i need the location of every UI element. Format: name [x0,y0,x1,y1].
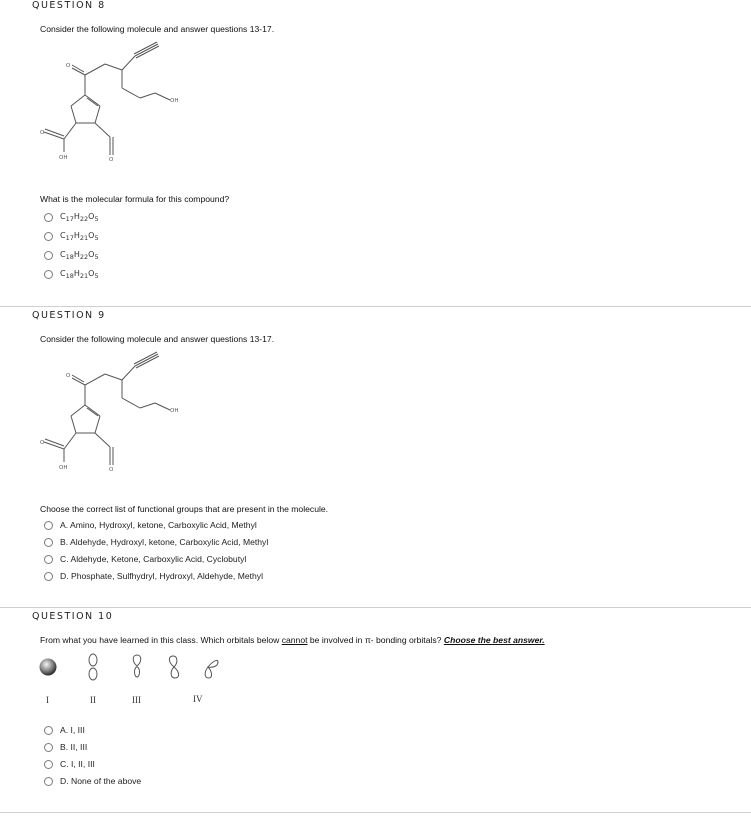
aldehyde-oxygen-label: O [109,467,114,473]
formula-text: $C_{18}H_{22}O_5$ [60,249,99,261]
orbital-label-i: I [46,695,49,705]
radio-button[interactable] [44,270,53,279]
q9-option-c[interactable] [44,552,246,566]
radio-button[interactable] [44,538,53,547]
option-label: A. I, III [60,725,85,735]
question-9-header: QUESTION 9 [32,310,106,321]
ketone-oxygen-label: O [66,63,71,69]
radio-button[interactable] [44,777,53,786]
radio-button[interactable] [44,572,53,581]
option-label: D. Phosphate, Sulfhydryl, Hydroxyl, Aldehyde, Methyl [60,571,264,581]
formula-text: $C_{17}H_{22}O_5$ [60,211,99,223]
molecule-structure [30,40,210,165]
q8-option-d[interactable] [44,267,99,281]
orbital-label-ii: II [90,695,96,705]
radio-button[interactable] [44,726,53,735]
option-label: D. None of the above [60,776,142,786]
q8-option-b[interactable] [44,229,99,243]
formula-text: $C_{18}H_{21}O_5$ [60,268,99,280]
orbital-label-iii: III [132,695,141,705]
formula-text: $C_{17}H_{21}O_5$ [60,230,99,242]
orbital-label-iv: IV [193,694,203,704]
question-8-header: QUESTION 8 [32,0,106,11]
q10-option-b[interactable] [44,740,87,754]
q9-option-a[interactable] [44,518,257,532]
p-orbital-vertical-icon [89,654,97,680]
q9-option-b[interactable] [44,535,268,549]
side-hydroxyl-label: OH [170,98,179,104]
radio-button[interactable] [44,213,53,222]
p-orbital-small-icon [133,655,141,677]
q8-option-a[interactable] [44,210,99,224]
ketone-oxygen-label: O [66,373,71,379]
q9-option-d[interactable] [44,569,263,583]
q10-option-c[interactable] [44,757,95,771]
side-hydroxyl-label: OH [170,408,179,414]
question-8-intro: Consider the following molecule and answer questions 13-17. [40,24,275,34]
acid-hydroxyl-label: OH [59,155,68,161]
acid-hydroxyl-label: OH [59,465,68,471]
option-label: B. II, III [60,742,88,752]
d-orbital-icon [169,656,218,678]
option-label: A. Amino, Hydroxyl, ketone, Carboxylic Acid, Methyl [60,520,257,530]
aldehyde-oxygen-label: O [109,157,114,163]
acid-oxygen-label: O [40,440,45,446]
q8-option-c[interactable] [44,248,99,262]
radio-button[interactable] [44,555,53,564]
orbital-diagrams [36,652,236,688]
molecule-structure [30,350,210,475]
radio-button[interactable] [44,251,53,260]
q10-option-a[interactable] [44,723,85,737]
question-10-header: QUESTION 10 [32,611,114,622]
section-divider [0,607,751,608]
section-divider [0,812,751,813]
radio-button[interactable] [44,760,53,769]
acid-oxygen-label: O [40,130,45,136]
radio-button[interactable] [44,232,53,241]
option-label: B. Aldehyde, Hydroxyl, ketone, Carboxylic Acid, Methyl [60,537,269,547]
s-orbital-icon [40,659,57,676]
radio-button[interactable] [44,521,53,530]
option-label: C. I, II, III [60,759,95,769]
option-label: C. Aldehyde, Ketone, Carboxylic Acid, Cyclobutyl [60,554,247,564]
radio-button[interactable] [44,743,53,752]
question-8-text: What is the molecular formula for this compound? [40,194,230,204]
question-10-text: From what you have learned in this class. Which orbitals below cannot be involved in π- bonding orbitals? Choose the best answer. [40,635,545,645]
question-9-text: Choose the correct list of functional groups that are present in the molecule. [40,504,329,514]
q10-option-d[interactable] [44,774,141,788]
question-9-intro: Consider the following molecule and answer questions 13-17. [40,334,275,344]
section-divider [0,306,751,307]
